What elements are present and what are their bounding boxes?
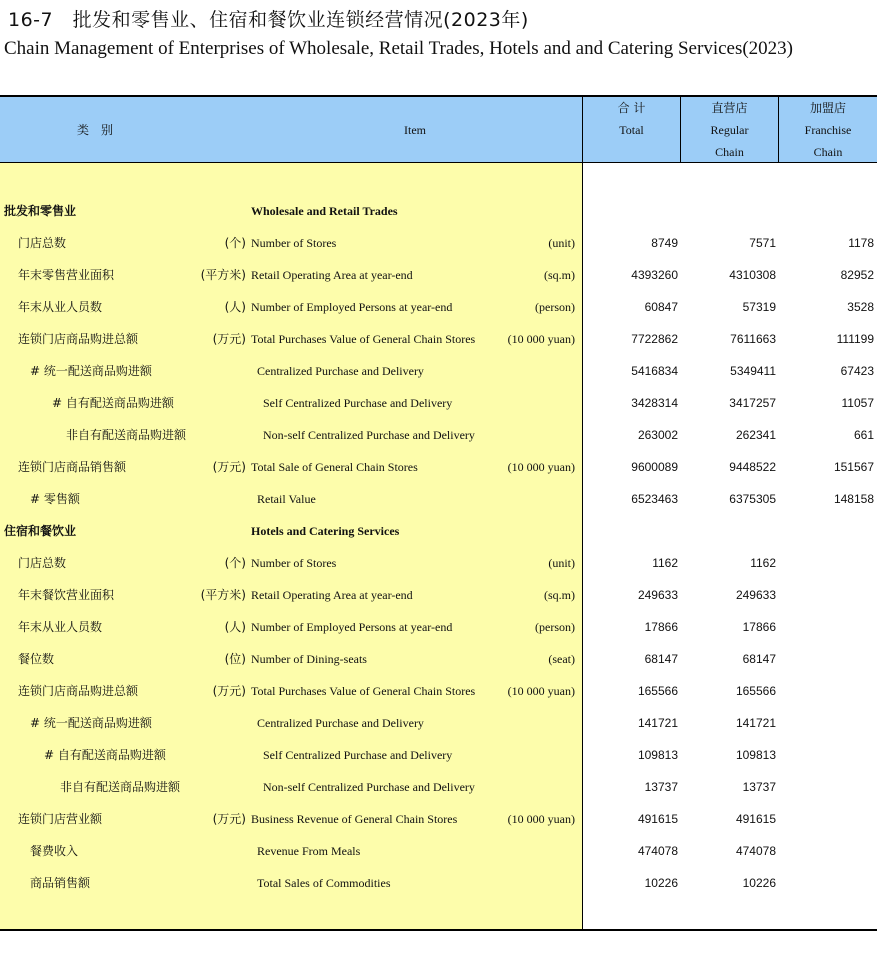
- cell-regular: 10226: [742, 876, 776, 890]
- cell-regular: 249633: [735, 588, 776, 602]
- cell-total: 165566: [637, 684, 678, 698]
- cell-regular: 474078: [735, 844, 776, 858]
- table-row: [0, 483, 877, 515]
- row-unit-cn: (人): [224, 300, 246, 314]
- row-label-en: Centralized Purchase and Delivery: [257, 364, 424, 378]
- cell-total: 1162: [652, 556, 678, 570]
- row-unit-en: (seat): [548, 652, 575, 666]
- cell-regular: 57319: [742, 300, 776, 314]
- header-category: 类 别: [76, 123, 113, 137]
- header-total-en: Total: [619, 123, 644, 137]
- row-unit-cn: (万元): [212, 812, 246, 826]
- cell-franchise: 67423: [840, 364, 874, 378]
- cell-regular: 6375305: [729, 492, 776, 506]
- cell-regular: 5349411: [730, 364, 776, 378]
- row-label-en: Non-self Centralized Purchase and Delivery: [263, 780, 475, 794]
- row-label-cn: # 零售额: [30, 492, 80, 506]
- cell-franchise: 82952: [840, 268, 874, 282]
- cell-total: 141721: [637, 716, 678, 730]
- row-label-en: Retail Operating Area at year-end: [251, 588, 413, 602]
- table-row: [0, 547, 877, 579]
- table-row: [0, 867, 877, 899]
- cell-total: 249633: [637, 588, 678, 602]
- row-unit-cn: (个): [224, 236, 246, 250]
- row-label-en: Number of Employed Persons at year-end: [251, 620, 453, 634]
- row-label-cn: # 统一配送商品购进额: [30, 716, 152, 730]
- table-row: [0, 771, 877, 803]
- header-item: Item: [404, 123, 426, 137]
- table-row: [0, 643, 877, 675]
- cell-total: 68147: [644, 652, 678, 666]
- row-label-en: Wholesale and Retail Trades: [251, 204, 398, 218]
- row-unit-cn: (个): [224, 556, 246, 570]
- header-regular-en2: Chain: [715, 145, 744, 159]
- table-row: [0, 451, 877, 483]
- row-label-en: Revenue From Meals: [257, 844, 361, 858]
- row-unit-en: (unit): [548, 556, 575, 570]
- cell-total: 10226: [644, 876, 678, 890]
- cell-regular: 3417257: [729, 396, 776, 410]
- row-label-cn: 住宿和餐饮业: [4, 524, 77, 538]
- header-franchise-cn: 加盟店: [809, 101, 846, 115]
- header-total-cn: 合 计: [617, 101, 646, 115]
- row-label-en: Number of Stores: [251, 556, 337, 570]
- row-unit-en: (10 000 yuan): [507, 684, 575, 698]
- table-row: [0, 323, 877, 355]
- cell-franchise: 1178: [848, 236, 874, 250]
- row-label-cn: 年末从业人员数: [18, 620, 103, 634]
- cell-franchise: 111199: [836, 332, 874, 346]
- row-unit-cn: (人): [224, 620, 246, 634]
- table-row: [0, 611, 877, 643]
- row-label-cn: # 统一配送商品购进额: [30, 364, 152, 378]
- cell-total: 8749: [651, 236, 678, 250]
- row-label-en: Retail Value: [257, 492, 316, 506]
- row-label-cn: 非自有配送商品购进额: [60, 780, 181, 794]
- table-row: [0, 195, 877, 227]
- cell-total: 109813: [637, 748, 678, 762]
- table-row: [0, 675, 877, 707]
- cell-total: 4393260: [631, 268, 678, 282]
- page-title-cn: 16-7 批发和零售业、住宿和餐饮业连锁经营情况(2023年): [8, 9, 529, 31]
- row-label-en: Retail Operating Area at year-end: [251, 268, 413, 282]
- row-label-en: Number of Dining-seats: [251, 652, 367, 666]
- cell-regular: 109813: [735, 748, 776, 762]
- cell-regular: 1162: [750, 556, 776, 570]
- table-row: [0, 579, 877, 611]
- cell-total: 263002: [637, 428, 678, 442]
- row-unit-cn: (万元): [212, 332, 246, 346]
- table-row: [0, 515, 877, 547]
- cell-regular: 17866: [742, 620, 776, 634]
- cell-total: 6523463: [631, 492, 678, 506]
- cell-total: 7722862: [631, 332, 678, 346]
- table-row: [0, 419, 877, 451]
- cell-regular: 262341: [735, 428, 776, 442]
- table-row: [0, 739, 877, 771]
- row-label-en: Total Purchases Value of General Chain Stores: [251, 684, 476, 698]
- row-unit-cn: (万元): [212, 460, 246, 474]
- cell-regular: 4310308: [729, 268, 776, 282]
- cell-regular: 68147: [742, 652, 776, 666]
- row-label-en: Non-self Centralized Purchase and Delivery: [263, 428, 475, 442]
- row-label-cn: 连锁门店商品销售额: [18, 460, 127, 474]
- row-label-cn: 年末餐饮营业面积: [18, 588, 115, 602]
- cell-regular: 491615: [735, 812, 776, 826]
- table-row: [0, 835, 877, 867]
- row-label-cn: 批发和零售业: [4, 204, 77, 218]
- cell-total: 17866: [644, 620, 678, 634]
- row-label-cn: 年末从业人员数: [18, 300, 103, 314]
- row-unit-en: (sq.m): [544, 588, 575, 602]
- row-label-en: Self Centralized Purchase and Delivery: [263, 748, 453, 762]
- table-row: [0, 259, 877, 291]
- row-label-en: Centralized Purchase and Delivery: [257, 716, 424, 730]
- table-row: [0, 387, 877, 419]
- cell-total: 491615: [637, 812, 678, 826]
- row-label-cn: 年末零售营业面积: [18, 268, 115, 282]
- row-label-cn: 门店总数: [18, 556, 67, 570]
- header-regular-cn: 直营店: [711, 101, 748, 115]
- row-label-cn: 连锁门店营业额: [18, 812, 103, 826]
- cell-franchise: 11057: [841, 396, 874, 410]
- cell-regular: 141721: [735, 716, 776, 730]
- row-unit-en: (unit): [548, 236, 575, 250]
- row-label-en: Hotels and Catering Services: [251, 524, 400, 538]
- row-unit-cn: (平方米): [200, 588, 246, 602]
- row-unit-en: (10 000 yuan): [507, 812, 575, 826]
- table-row: [0, 227, 877, 259]
- row-unit-en: (10 000 yuan): [507, 332, 575, 346]
- cell-franchise: 3528: [847, 300, 874, 314]
- row-unit-en: (person): [535, 620, 575, 634]
- row-label-en: Total Sale of General Chain Stores: [251, 460, 418, 474]
- cell-total: 60847: [644, 300, 678, 314]
- row-label-cn: # 自有配送商品购进额: [52, 396, 174, 410]
- row-label-cn: 门店总数: [18, 236, 67, 250]
- row-label-cn: 餐位数: [18, 652, 55, 666]
- cell-regular: 7571: [749, 236, 776, 250]
- row-unit-cn: (位): [224, 652, 246, 666]
- cell-regular: 165566: [735, 684, 776, 698]
- table-row: [0, 707, 877, 739]
- row-label-cn: 连锁门店商品购进总额: [18, 684, 139, 698]
- row-label-en: Business Revenue of General Chain Stores: [251, 812, 458, 826]
- row-label-cn: 连锁门店商品购进总额: [18, 332, 139, 346]
- table-bottom-rule: [0, 929, 877, 931]
- cell-total: 5416834: [631, 364, 678, 378]
- row-label-en: Number of Employed Persons at year-end: [251, 300, 453, 314]
- cell-total: 474078: [637, 844, 678, 858]
- table-row: [0, 291, 877, 323]
- page-title-en: Chain Management of Enterprises of Wholesale, Retail Trades, Hotels and and Catering Services(2023): [4, 38, 794, 59]
- row-unit-en: (10 000 yuan): [507, 460, 575, 474]
- table-row: [0, 803, 877, 835]
- row-label-en: Number of Stores: [251, 236, 337, 250]
- table-row: [0, 355, 877, 387]
- row-label-cn: # 自有配送商品购进额: [44, 748, 166, 762]
- row-label-en: Total Purchases Value of General Chain Stores: [251, 332, 476, 346]
- header-regular-en1: Regular: [710, 123, 749, 137]
- cell-regular: 9448522: [729, 460, 776, 474]
- cell-total: 3428314: [631, 396, 678, 410]
- row-unit-en: (person): [535, 300, 575, 314]
- row-label-cn: 商品销售额: [30, 876, 91, 890]
- cell-franchise: 661: [853, 428, 874, 442]
- cell-franchise: 148158: [833, 492, 874, 506]
- header-franchise-en2: Chain: [813, 145, 843, 159]
- row-label-en: Self Centralized Purchase and Delivery: [263, 396, 453, 410]
- row-unit-cn: (平方米): [200, 268, 246, 282]
- cell-franchise: 151567: [833, 460, 874, 474]
- row-unit-cn: (万元): [212, 684, 246, 698]
- header-franchise-en1: Franchise: [804, 123, 852, 137]
- row-label-en: Total Sales of Commodities: [257, 876, 391, 890]
- row-unit-en: (sq.m): [544, 268, 575, 282]
- cell-total: 13737: [644, 780, 678, 794]
- cell-total: 9600089: [631, 460, 678, 474]
- row-label-cn: 非自有配送商品购进额: [66, 428, 187, 442]
- row-label-cn: 餐费收入: [30, 844, 79, 858]
- cell-regular: 7611663: [730, 332, 776, 346]
- cell-regular: 13737: [742, 780, 776, 794]
